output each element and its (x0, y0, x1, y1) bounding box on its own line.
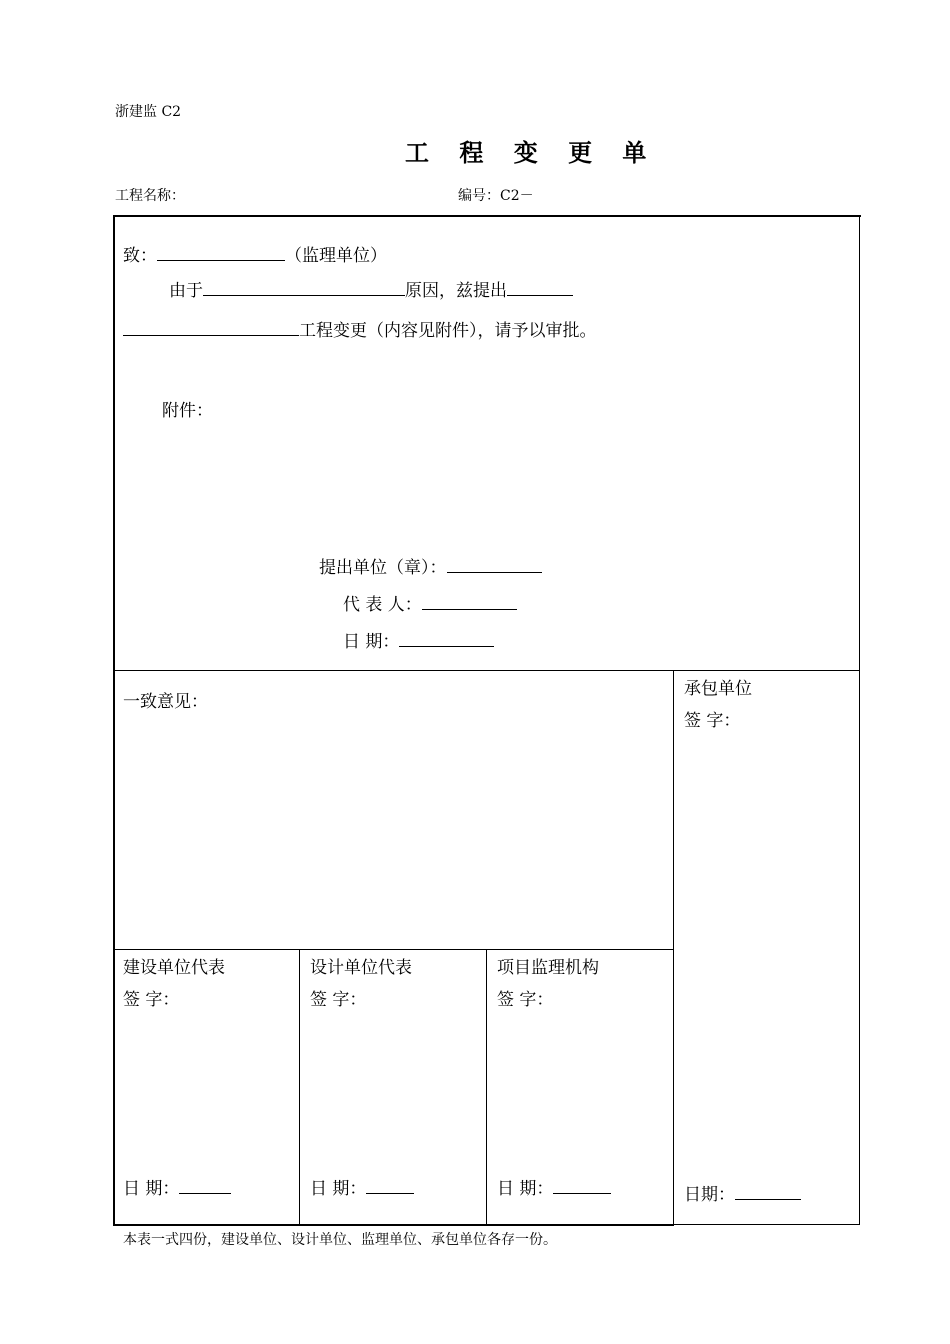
page-title: 工 程 变 更 单 (405, 139, 658, 167)
contractor-column-divider (673, 670, 674, 1225)
owner-date-blank[interactable] (179, 1192, 231, 1194)
serial-number-label: 编号：C2－ (458, 188, 534, 204)
owner-date-line (123, 1174, 231, 1199)
supervision-org-title: 项目监理机构 (497, 958, 599, 978)
owner-sign-label: 签 字： (123, 990, 180, 1010)
submitting-unit-label: 提出单位（章）： (319, 558, 447, 578)
change-blank-1[interactable] (507, 294, 573, 296)
signature-row-divider (113, 949, 674, 950)
table-left-border (113, 215, 115, 1226)
request-date-label: 日 期： (343, 632, 400, 652)
request-date-blank[interactable] (399, 645, 494, 647)
supervision-sign-label: 签 字： (497, 990, 554, 1010)
project-name-label: 工程名称： (115, 188, 185, 204)
supervision-date-label: 日 期： (497, 1179, 554, 1199)
signature-col-divider-2 (486, 949, 487, 1225)
change-line (123, 316, 597, 341)
supervision-date-line (497, 1174, 611, 1199)
footer-note: 本表一式四份，建设单位、设计单位、监理单位、承包单位各存一份。 (123, 1232, 557, 1248)
contractor-sign-label: 签 字： (684, 711, 741, 731)
to-suffix: （监理单位） (285, 246, 387, 266)
design-sign-label: 签 字： (310, 990, 367, 1010)
signature-col-divider-1 (299, 949, 300, 1225)
reason-line (169, 276, 573, 301)
table-bottom-border-right (673, 1224, 860, 1225)
to-line (123, 241, 387, 266)
to-label: 致： (123, 246, 157, 266)
request-date-line (343, 627, 494, 652)
table-bottom-border-left (113, 1224, 674, 1226)
opinion-label: 一致意见： (123, 692, 208, 712)
design-rep-title: 设计单位代表 (310, 958, 412, 978)
section-divider (113, 670, 860, 671)
design-date-line (310, 1174, 414, 1199)
submitting-unit-line (319, 553, 542, 578)
representative-label: 代 表 人： (343, 595, 422, 615)
design-date-label: 日 期： (310, 1179, 367, 1199)
table-right-border (859, 215, 860, 1225)
table-top-border (113, 215, 861, 217)
representative-line (343, 590, 517, 615)
owner-date-label: 日 期： (123, 1179, 180, 1199)
contractor-title: 承包单位 (684, 679, 752, 699)
form-code: 浙建监 C2 (115, 104, 182, 120)
attachment-label: 附件： (162, 401, 213, 421)
change-blank-2[interactable] (123, 334, 299, 336)
contractor-date-line (684, 1180, 801, 1205)
reason-middle: 原因，兹提出 (405, 281, 507, 301)
reason-prefix: 由于 (169, 281, 203, 301)
design-date-blank[interactable] (366, 1192, 414, 1194)
change-suffix: 工程变更（内容见附件），请予以审批。 (299, 321, 597, 341)
contractor-date-blank[interactable] (735, 1198, 801, 1200)
owner-rep-title: 建设单位代表 (123, 958, 225, 978)
supervision-date-blank[interactable] (553, 1192, 611, 1194)
representative-blank[interactable] (422, 608, 517, 610)
supervision-unit-blank[interactable] (157, 259, 285, 261)
submitting-unit-blank[interactable] (447, 571, 542, 573)
reason-blank[interactable] (203, 294, 405, 296)
contractor-date-label: 日期： (684, 1185, 735, 1205)
